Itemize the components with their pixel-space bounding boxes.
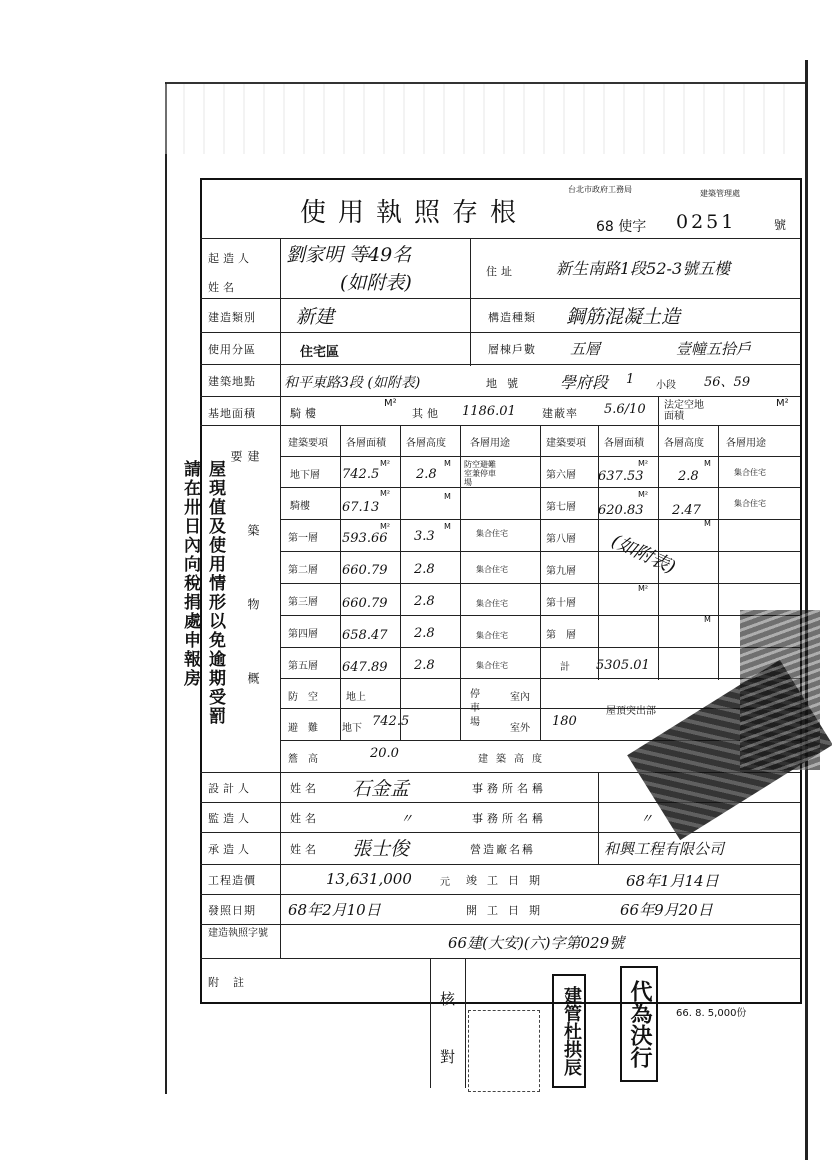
license-prefix: 68 使字 [596,219,647,235]
start-value: 66年9月20日 [620,901,713,919]
issue-label: 發照日期 [208,904,256,917]
name-label: 姓名 [208,281,238,294]
floor-item: 騎樓 [290,501,310,512]
contractor-name: 張士俊 [352,838,410,860]
floor-height: 2.8 [414,594,435,609]
contractor-firm-label: 營造廠名稱 [470,843,535,856]
applicant-label: 起造人 [208,252,253,265]
col-line [598,425,599,680]
col-header: 建築要項 [288,438,328,449]
blank-stamp [468,1010,540,1092]
floor-area: 660.79 [342,596,388,611]
shelter-below: 地下 [342,723,362,734]
designer-name-label: 姓名 [290,782,320,795]
unit-m2: M² [380,489,391,498]
col-line [598,772,599,864]
supervisor-name: 〃 [400,812,414,827]
col-line [280,238,281,298]
zoning-value: 住宅區 [300,345,340,360]
unit-m2: M² [638,490,649,499]
floor-height: 2.8 [414,658,435,673]
cost-unit: 元 [440,877,450,888]
license-suffix: 號 [774,218,787,232]
height-label: 建築高度 [478,754,550,765]
header-small-left: 台北市政府工務局 [568,185,632,194]
designer-office-label: 事務所名稱 [472,782,547,795]
col-line [340,425,341,740]
col-line [430,958,431,1088]
floor-height: 2.8 [414,626,435,641]
floor-use: 集合住宅 [734,468,766,477]
col-header: 建築要項 [546,438,586,449]
floor-item: 第一層 [288,533,318,544]
floor-use: 防空避難室兼停車場 [464,460,496,487]
structure-value: 鋼筋混凝土造 [566,306,681,328]
check-label: 核 [440,990,456,1008]
supervisor-office: 〃 [640,812,654,827]
row-line [200,894,800,895]
construction-type-label: 建造類別 [208,311,256,324]
col-line [718,425,719,680]
col-line [465,958,466,1088]
handwritten-note: (如附表) [608,530,679,579]
col-line [280,298,281,396]
site-label: 建築地點 [208,375,256,388]
floor-area: 742.5 [342,467,380,482]
clerk-stamp: 建管杜拱辰 [552,974,586,1088]
open-space-label: 法定空地面積 [664,400,704,422]
land-section-value: 學府段 [560,373,609,392]
building-side-label: 建築物概要 [229,450,260,746]
address-label: 住址 [486,265,516,278]
issue-value: 68年2月10日 [288,901,381,919]
row-line [200,238,800,239]
floor-height: 2.8 [414,562,435,577]
zoning-label: 使用分區 [208,343,256,356]
floor-height: 2.8 [678,469,699,484]
floor-area: 660.79 [342,563,388,578]
supervisor-name-label: 姓名 [290,812,320,825]
col-line [470,238,471,298]
unit-m: M [704,459,711,468]
address-value: 新生南路1段52-3號五樓 [556,259,731,278]
other-value: 1186.01 [462,404,516,419]
col-header: 各層用途 [470,438,510,449]
print-note: 66. 8. 5,000份 [676,1008,747,1019]
cost-label: 工程造價 [208,874,256,887]
contractor-firm: 和興工程有限公司 [604,840,725,858]
parking-indoor: 室內 [510,692,530,703]
unit-m2: M² [638,584,649,593]
col-line [470,298,471,366]
unit-m2: M² [638,459,649,468]
floors-value: 五層 [570,340,601,358]
applicant-note: (如附表) [340,272,412,294]
other-label: 其他 [412,407,442,420]
small-section-label: 小段 [656,380,676,391]
parking-outdoor-value: 180 [552,714,577,729]
structure-label: 構造種類 [488,311,536,324]
shelter-above: 地上 [346,692,366,703]
col-header: 各層高度 [406,438,446,449]
floor-item: 第九層 [546,566,576,577]
floor-height: 3.3 [414,529,435,544]
floor-area: 647.89 [342,660,388,675]
page-title: 使用執照存根 [300,198,529,228]
area-label: 基地面積 [208,407,256,420]
verify-label: 對 [440,1048,456,1066]
supervisor-label: 監造人 [208,812,253,825]
license-number: 0251 [676,211,737,233]
col-header: 各層面積 [604,438,644,449]
floor-item: 第八層 [546,534,576,545]
contractor-label: 承造人 [208,843,253,856]
floor-item: 第二層 [288,565,318,576]
parking-label: 停車場 [470,689,480,728]
designer-label: 設計人 [208,782,253,795]
row-line [200,832,800,833]
floor-item: 第六層 [546,470,576,481]
seal-smear [740,610,820,770]
eaves-value: 20.0 [370,746,399,761]
construction-type-value: 新建 [296,306,335,328]
applicant-value: 劉家明 等49名 [286,244,412,266]
row-line [200,924,800,925]
floor-area: 593.66 [342,531,388,546]
col-header: 各層面積 [346,438,386,449]
side-note: 屋現值及使用情形以免逾期受罰 請在卅日內向稅捐處申報房 [180,460,225,745]
start-label: 開工日期 [466,904,550,917]
shelter-below-value: 742.5 [372,714,410,729]
floor-use: 集合住宅 [476,565,508,574]
unit-m: M [444,492,451,501]
remarks-label: 附註 [208,976,258,989]
unit-m2: M² [380,459,391,468]
col-header: 各層用途 [726,438,766,449]
cost-value: 13,631,000 [326,870,412,888]
completion-value: 68年1月14日 [626,872,719,890]
row-line [200,298,800,299]
floor-area: 620.83 [598,503,644,518]
row-line [200,864,800,865]
floor-item: 第四層 [288,629,318,640]
floor-item: 第三層 [288,597,318,608]
unit-m: M [444,522,451,531]
shelter-label: 防空 [288,692,328,703]
arcade-label: 騎樓 [290,407,320,420]
floor-item: 地下層 [290,470,320,481]
contractor-name-label: 姓名 [290,843,320,856]
arcade-unit: M² [384,398,397,409]
unit-m: M [444,459,451,468]
roof-label: 屋頂突出部 [606,706,656,717]
floor-use: 集合住宅 [476,631,508,640]
top-edge-shadow [165,84,785,154]
col-line [400,425,401,740]
floors-label: 層棟戶數 [488,343,536,356]
unit-m: M [704,519,711,528]
floor-use: 集合住宅 [734,499,766,508]
coverage-value: 5.6/10 [604,402,646,417]
site-value: 和平東路3段 (如附表) [284,375,421,391]
total-label: 計 [560,662,570,673]
supervisor-office-label: 事務所名稱 [472,812,547,825]
floor-height: 2.47 [672,503,701,518]
floor-area: 637.53 [598,469,644,484]
floor-item: 第 層 [546,630,576,641]
row-line [200,364,800,365]
floor-use: 集合住宅 [476,529,508,538]
unit-m2: M² [380,522,391,531]
permit-value: 66建(大安)(六)字第029號 [448,934,625,952]
row-line [200,396,800,397]
coverage-label: 建蔽率 [542,407,578,420]
floor-use: 集合住宅 [476,661,508,670]
eaves-label: 簷高 [288,754,328,765]
col-line [280,772,281,958]
designer-name: 石金孟 [352,778,410,800]
total-value: 5305.01 [596,658,650,673]
floor-area: 658.47 [342,628,388,643]
floor-item: 第十層 [546,598,576,609]
building-col-headers [280,426,800,456]
proxy-stamp: 代為決行 [620,966,658,1082]
row-line [200,332,800,333]
floor-use: 集合住宅 [476,599,508,608]
land-section-no: 1 [626,372,635,387]
col-line [540,425,541,740]
floor-height: 2.8 [416,467,437,482]
parking-outdoor: 室外 [510,723,530,734]
col-header: 各層高度 [664,438,704,449]
lot-numbers: 56、59 [704,375,751,390]
row-line [200,958,800,959]
land-no-label: 地號 [486,377,528,390]
shelter-label-b: 避難 [288,723,328,734]
permit-label: 建造執照字號 [208,928,268,939]
open-space-unit: M² [776,398,789,409]
unit-m: M [704,615,711,624]
header-small-right: 建築管理處 [700,189,740,198]
completion-label: 竣工日期 [466,874,550,887]
floor-item: 第五層 [288,661,318,672]
col-line [460,425,461,740]
floors-extra: 壹幢五拾戶 [676,340,752,358]
floor-item: 第七層 [546,502,576,513]
floor-area: 67.13 [342,500,380,515]
